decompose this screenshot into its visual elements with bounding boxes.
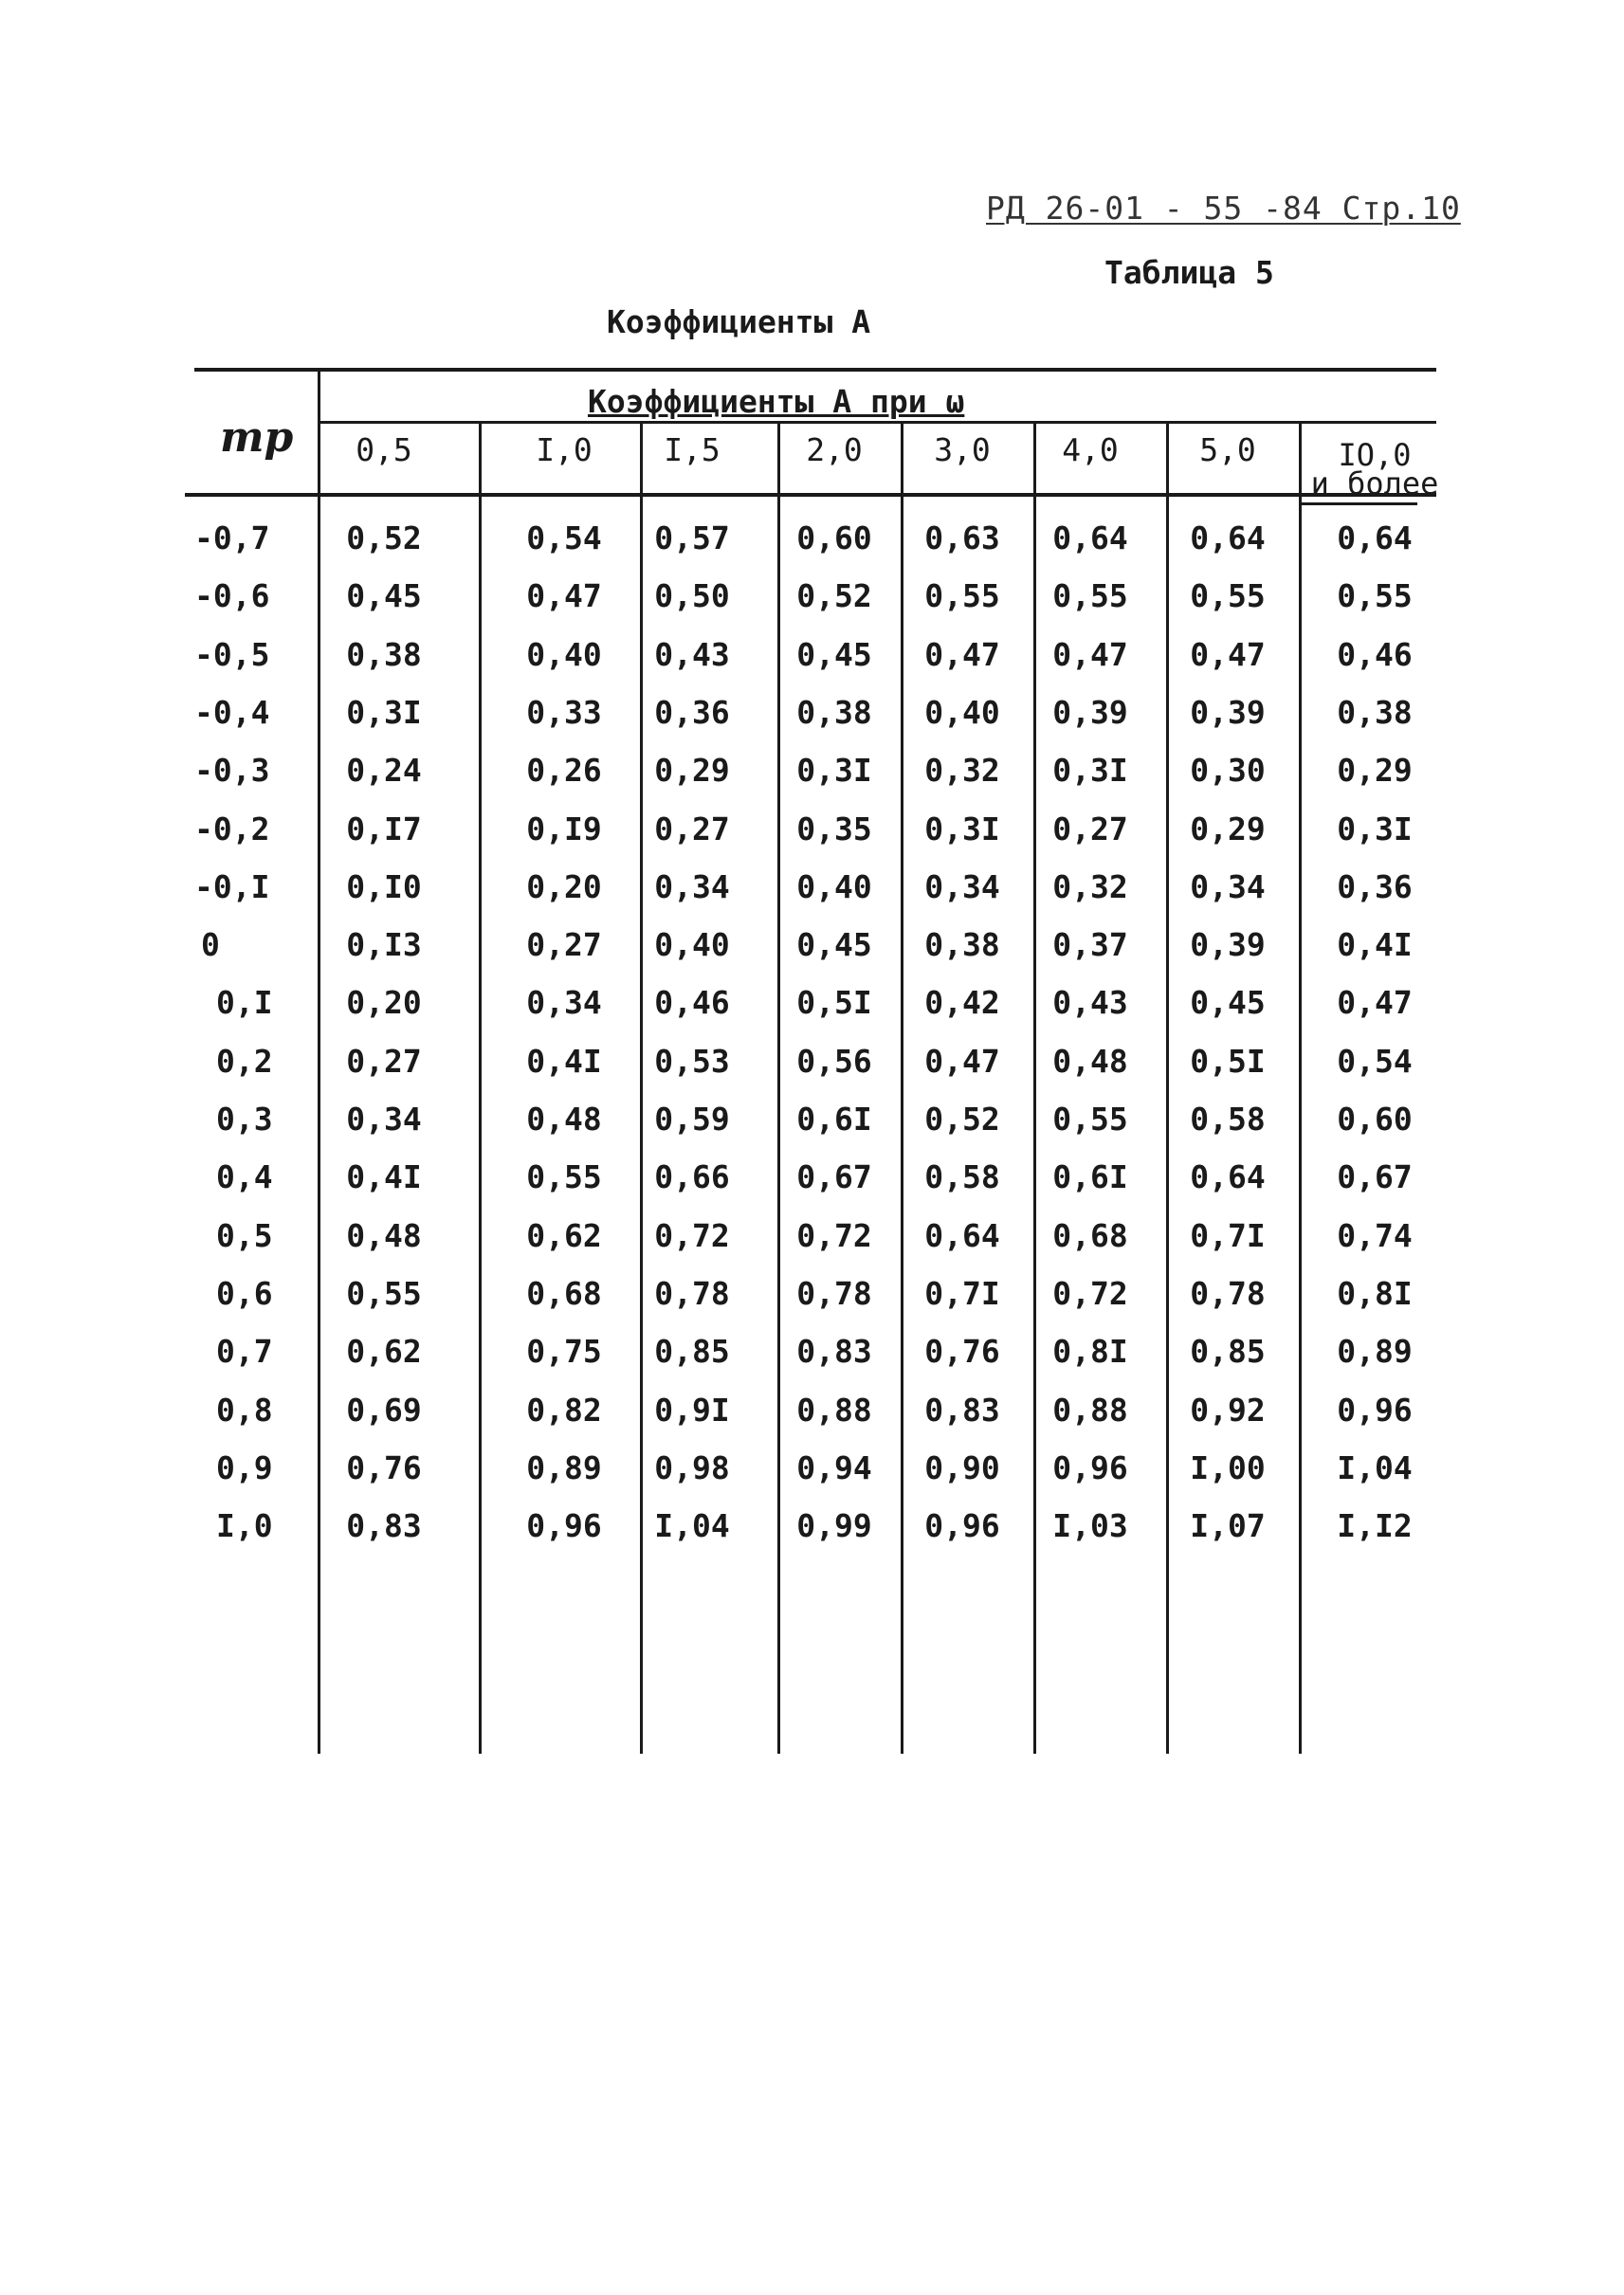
table-cell: 0,37 <box>1052 926 1128 964</box>
row-label: 0,4 <box>216 1158 273 1196</box>
table-cell: 0,40 <box>924 693 1000 731</box>
table-cell: 0,48 <box>1052 1042 1128 1080</box>
row-label: 0,6 <box>216 1274 273 1312</box>
table-cell: 0,33 <box>526 693 602 731</box>
row-label: -0,2 <box>194 810 270 847</box>
last-column-header-rule <box>1299 502 1417 505</box>
table-cell: 0,39 <box>1052 693 1128 731</box>
table-cell: 0,4I <box>526 1042 602 1080</box>
table-cell: 0,36 <box>1337 867 1413 905</box>
table-cell: 0,5I <box>796 984 872 1022</box>
table-cell: 0,89 <box>526 1448 602 1486</box>
table-cell: 0,32 <box>924 752 1000 790</box>
header-bottom-rule <box>185 493 1436 497</box>
table-cell: 0,59 <box>654 1101 730 1138</box>
table-cell: I,04 <box>1337 1448 1413 1486</box>
row-label: 0 <box>201 926 220 964</box>
table-cell: 0,55 <box>1052 1101 1128 1138</box>
table-cell: 0,3I <box>796 752 872 790</box>
table-cell: 0,54 <box>526 519 602 556</box>
table-cell: 0,58 <box>1190 1101 1266 1138</box>
column-header: 3,0 <box>934 431 991 468</box>
table-cell: 0,82 <box>526 1391 602 1429</box>
table-cell: 0,69 <box>346 1391 422 1429</box>
table-cell: 0,20 <box>526 867 602 905</box>
table-cell: 0,3I <box>1337 810 1413 847</box>
table-cell: 0,35 <box>796 810 872 847</box>
table-cell: 0,52 <box>346 519 422 556</box>
group-header: Коэффициенты А при ω <box>588 383 965 420</box>
column-rule <box>1033 421 1036 1754</box>
table-cell: 0,3I <box>1052 752 1128 790</box>
table-cell: 0,I0 <box>346 867 422 905</box>
table-cell: 0,92 <box>1190 1391 1266 1429</box>
table-cell: 0,67 <box>796 1158 872 1196</box>
table-cell: 0,72 <box>1052 1274 1128 1312</box>
column-header: I,0 <box>536 431 593 468</box>
table-cell: 0,43 <box>654 635 730 673</box>
table-cell: 0,98 <box>654 1448 730 1486</box>
table-cell: 0,68 <box>1052 1216 1128 1254</box>
table-cell: 0,78 <box>796 1274 872 1312</box>
table-cell: 0,83 <box>796 1333 872 1371</box>
table-cell: 0,27 <box>346 1042 422 1080</box>
table-cell: 0,62 <box>346 1333 422 1371</box>
table-cell: 0,47 <box>1190 635 1266 673</box>
table-cell: 0,64 <box>1052 519 1128 556</box>
table-cell: 0,88 <box>796 1391 872 1429</box>
table-cell: 0,52 <box>924 1101 1000 1138</box>
table-cell: 0,57 <box>654 519 730 556</box>
table-cell: 0,9I <box>654 1391 730 1429</box>
table-cell: 0,47 <box>924 635 1000 673</box>
table-cell: 0,68 <box>526 1274 602 1312</box>
table-cell: 0,64 <box>1190 1158 1266 1196</box>
row-label: 0,7 <box>216 1333 273 1371</box>
table-cell: 0,I9 <box>526 810 602 847</box>
table-cell: 0,76 <box>924 1333 1000 1371</box>
table-cell: 0,43 <box>1052 984 1128 1022</box>
table-cell: 0,66 <box>654 1158 730 1196</box>
table-cell: 0,47 <box>526 577 602 615</box>
table-cell: 0,85 <box>1190 1333 1266 1371</box>
row-label: -0,5 <box>194 635 270 673</box>
table-cell: 0,47 <box>1052 635 1128 673</box>
stub-header: mр <box>220 413 294 462</box>
column-header: I,5 <box>664 431 721 468</box>
table-cell: 0,6I <box>1052 1158 1128 1196</box>
table-cell: 0,46 <box>1337 635 1413 673</box>
row-label: 0,5 <box>216 1216 273 1254</box>
table-cell: 0,83 <box>346 1507 422 1545</box>
table-cell: 0,7I <box>1190 1216 1266 1254</box>
table-cell: 0,52 <box>796 577 872 615</box>
table-cell: 0,54 <box>1337 1042 1413 1080</box>
column-rule <box>901 421 903 1754</box>
table-cell: 0,29 <box>1190 810 1266 847</box>
column-header: 4,0 <box>1062 431 1119 468</box>
table-cell: 0,34 <box>526 984 602 1022</box>
table-cell: 0,8I <box>1052 1333 1128 1371</box>
table-cell: 0,55 <box>526 1158 602 1196</box>
table-cell: 0,90 <box>924 1448 1000 1486</box>
table-cell: 0,45 <box>796 635 872 673</box>
table-number: Таблица 5 <box>1104 254 1274 291</box>
table-cell: 0,6I <box>796 1101 872 1138</box>
table-cell: 0,29 <box>1337 752 1413 790</box>
column-header: IO,0 и более <box>1310 437 1439 501</box>
table-cell: 0,89 <box>1337 1333 1413 1371</box>
table-cell: 0,7I <box>924 1274 1000 1312</box>
table-cell: 0,48 <box>526 1101 602 1138</box>
table-cell: 0,99 <box>796 1507 872 1545</box>
row-label: -0,4 <box>194 693 270 731</box>
table-cell: 0,4I <box>1337 926 1413 964</box>
table-cell: 0,50 <box>654 577 730 615</box>
column-rule <box>777 421 780 1754</box>
row-label: I,0 <box>216 1507 273 1545</box>
table-cell: 0,27 <box>526 926 602 964</box>
table-cell: I,I2 <box>1337 1507 1413 1545</box>
table-cell: 0,76 <box>346 1448 422 1486</box>
column-rule <box>640 421 643 1754</box>
table-cell: 0,8I <box>1337 1274 1413 1312</box>
table-cell: 0,24 <box>346 752 422 790</box>
table-cell: 0,5I <box>1190 1042 1266 1080</box>
table-cell: 0,46 <box>654 984 730 1022</box>
table-cell: I,07 <box>1190 1507 1266 1545</box>
row-label: 0,I <box>216 984 273 1022</box>
table-cell: 0,38 <box>924 926 1000 964</box>
table-cell: 0,I7 <box>346 810 422 847</box>
table-cell: 0,55 <box>346 1274 422 1312</box>
table-cell: 0,72 <box>654 1216 730 1254</box>
table-cell: 0,64 <box>924 1216 1000 1254</box>
table-cell: 0,45 <box>346 577 422 615</box>
column-rule <box>318 372 320 1754</box>
table-cell: 0,55 <box>1337 577 1413 615</box>
table-cell: 0,48 <box>346 1216 422 1254</box>
table-cell: 0,3I <box>924 810 1000 847</box>
table-cell: 0,34 <box>346 1101 422 1138</box>
column-rule <box>1166 421 1169 1754</box>
table-cell: 0,45 <box>796 926 872 964</box>
row-label: -0,7 <box>194 519 270 556</box>
table-cell: 0,32 <box>1052 867 1128 905</box>
row-label: 0,9 <box>216 1448 273 1486</box>
table-cell: 0,56 <box>796 1042 872 1080</box>
table-cell: 0,45 <box>1190 984 1266 1022</box>
table-cell: 0,27 <box>654 810 730 847</box>
table-cell: 0,96 <box>1052 1448 1128 1486</box>
table-cell: I,04 <box>654 1507 730 1545</box>
row-label: 0,8 <box>216 1391 273 1429</box>
table-cell: 0,72 <box>796 1216 872 1254</box>
table-cell: 0,40 <box>796 867 872 905</box>
table-cell: 0,27 <box>1052 810 1128 847</box>
table-cell: 0,26 <box>526 752 602 790</box>
column-rule <box>1299 421 1302 1754</box>
table-cell: 0,55 <box>1190 577 1266 615</box>
table-cell: 0,74 <box>1337 1216 1413 1254</box>
group-header-rule <box>318 421 1436 424</box>
table-cell: 0,78 <box>654 1274 730 1312</box>
table-cell: 0,42 <box>924 984 1000 1022</box>
table-cell: 0,67 <box>1337 1158 1413 1196</box>
table-cell: 0,94 <box>796 1448 872 1486</box>
table-cell: 0,4I <box>346 1158 422 1196</box>
table-cell: 0,64 <box>1337 519 1413 556</box>
table-cell: I,03 <box>1052 1507 1128 1545</box>
table-cell: 0,75 <box>526 1333 602 1371</box>
table-cell: 0,34 <box>654 867 730 905</box>
table-cell: 0,47 <box>924 1042 1000 1080</box>
table-cell: 0,34 <box>924 867 1000 905</box>
table-cell: 0,I3 <box>346 926 422 964</box>
table-cell: 0,40 <box>654 926 730 964</box>
table-cell: I,00 <box>1190 1448 1266 1486</box>
column-header: 5,0 <box>1199 431 1256 468</box>
table-cell: 0,62 <box>526 1216 602 1254</box>
table-cell: 0,39 <box>1190 926 1266 964</box>
column-header: 2,0 <box>806 431 863 468</box>
table-cell: 0,3I <box>346 693 422 731</box>
table-cell: 0,96 <box>924 1507 1000 1545</box>
document-code: РД 26-01 - 55 -84 Стр.10 <box>986 190 1461 227</box>
table-cell: 0,36 <box>654 693 730 731</box>
table-cell: 0,83 <box>924 1391 1000 1429</box>
row-label: -0,6 <box>194 577 270 615</box>
table-cell: 0,53 <box>654 1042 730 1080</box>
table-cell: 0,29 <box>654 752 730 790</box>
table-cell: 0,30 <box>1190 752 1266 790</box>
table-cell: 0,47 <box>1337 984 1413 1022</box>
table-cell: 0,38 <box>346 635 422 673</box>
table-cell: 0,55 <box>1052 577 1128 615</box>
column-rule <box>479 421 482 1754</box>
table-cell: 0,78 <box>1190 1274 1266 1312</box>
table-cell: 0,38 <box>1337 693 1413 731</box>
table-cell: 0,63 <box>924 519 1000 556</box>
row-label: 0,2 <box>216 1042 273 1080</box>
table-cell: 0,88 <box>1052 1391 1128 1429</box>
table-cell: 0,96 <box>1337 1391 1413 1429</box>
table-cell: 0,20 <box>346 984 422 1022</box>
table-title: Коэффициенты А <box>607 303 871 340</box>
table-cell: 0,85 <box>654 1333 730 1371</box>
table-cell: 0,60 <box>1337 1101 1413 1138</box>
table-top-rule <box>194 368 1436 372</box>
table-cell: 0,34 <box>1190 867 1266 905</box>
table-cell: 0,55 <box>924 577 1000 615</box>
table-cell: 0,58 <box>924 1158 1000 1196</box>
table-cell: 0,60 <box>796 519 872 556</box>
row-label: -0,I <box>194 867 270 905</box>
table-cell: 0,40 <box>526 635 602 673</box>
table-cell: 0,38 <box>796 693 872 731</box>
table-cell: 0,96 <box>526 1507 602 1545</box>
table-cell: 0,64 <box>1190 519 1266 556</box>
row-label: 0,3 <box>216 1101 273 1138</box>
column-header: 0,5 <box>356 431 412 468</box>
table-cell: 0,39 <box>1190 693 1266 731</box>
row-label: -0,3 <box>194 752 270 790</box>
